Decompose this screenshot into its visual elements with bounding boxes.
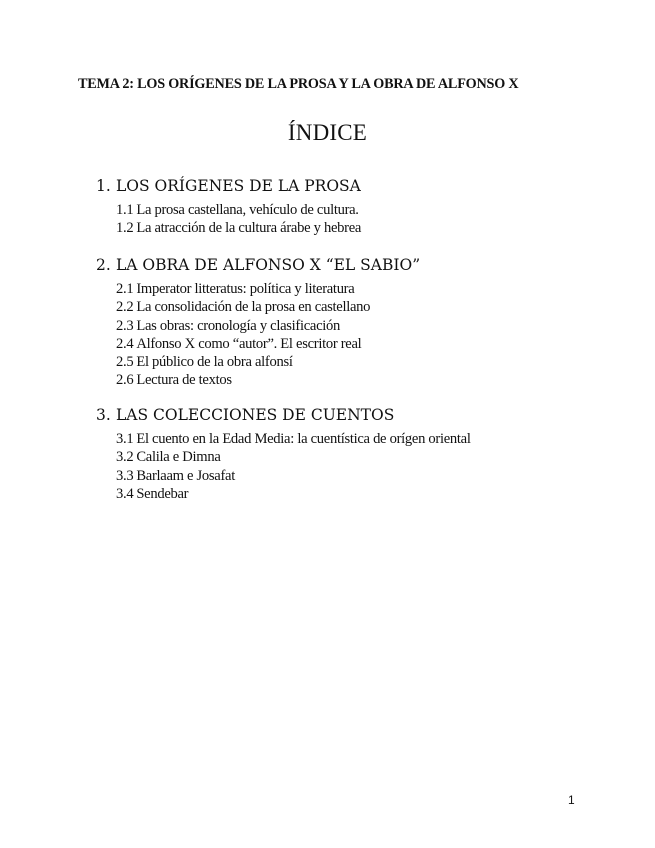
item-number: 2.3 — [116, 317, 134, 334]
list-item — [116, 298, 616, 316]
list-item — [116, 280, 616, 298]
item-number: 2.1 — [116, 281, 134, 297]
item-text: Sendebar — [136, 485, 189, 502]
document-title: TEMA 2: LOS ORÍGENES DE LA PROSA Y LA OBRA DE ALFONSO X — [78, 76, 519, 92]
item-text: Calila e Dimna — [136, 449, 221, 466]
item-text: El público de la obra alfonsí — [136, 354, 293, 371]
item-text: Imperator litteratus: política y literatura — [136, 281, 355, 297]
list-item — [116, 353, 616, 371]
section-title-text: LA OBRA DE ALFONSO X “EL SABIO” — [116, 256, 421, 274]
section-items — [116, 201, 616, 238]
item-number: 2.5 — [116, 354, 134, 371]
item-text: La consolidación de la prosa en castellano — [136, 299, 371, 316]
list-item — [116, 201, 616, 219]
page-number: 1 — [568, 793, 575, 807]
list-item — [116, 317, 616, 335]
item-number: 3.2 — [116, 449, 134, 466]
list-item — [116, 467, 616, 485]
section-title — [96, 256, 616, 278]
section-items — [116, 430, 616, 503]
item-text: El cuento en la Edad Media: la cuentística de orígen oriental — [136, 431, 471, 447]
section-number: 3. — [96, 406, 111, 424]
index-heading: ÍNDICE — [287, 120, 368, 145]
item-number: 2.2 — [116, 299, 134, 316]
list-item — [116, 335, 616, 353]
section-number: 2. — [96, 256, 111, 274]
section-title-text: LAS COLECCIONES DE CUENTOS — [116, 406, 395, 424]
section-title — [96, 406, 616, 428]
item-text: La prosa castellana, vehículo de cultura. — [136, 202, 359, 218]
list-item — [116, 485, 616, 503]
list-item — [116, 371, 616, 389]
section-title-text: LOS ORÍGENES DE LA PROSA — [116, 177, 361, 195]
section-items — [116, 280, 616, 390]
item-number: 1.2 — [116, 220, 134, 237]
item-number: 3.1 — [116, 431, 134, 447]
section-1 — [96, 177, 616, 238]
item-text: Las obras: cronología y clasificación — [136, 317, 341, 334]
list-item — [116, 219, 616, 237]
item-number: 1.1 — [116, 202, 134, 218]
item-text: Lectura de textos — [136, 372, 232, 389]
item-text: Barlaam e Josafat — [136, 467, 235, 484]
item-number: 2.6 — [116, 372, 134, 389]
section-number: 1. — [96, 177, 111, 195]
section-3 — [96, 406, 616, 503]
item-number: 3.4 — [116, 485, 134, 502]
item-number: 2.4 — [116, 335, 134, 352]
section-2 — [96, 256, 616, 390]
section-title — [96, 177, 616, 199]
list-item — [116, 430, 616, 448]
item-text: Alfonso X como “autor”. El escritor real — [136, 335, 362, 352]
list-item — [116, 448, 616, 466]
item-number: 3.3 — [116, 467, 134, 484]
item-text: La atracción de la cultura árabe y hebrea — [136, 220, 362, 237]
